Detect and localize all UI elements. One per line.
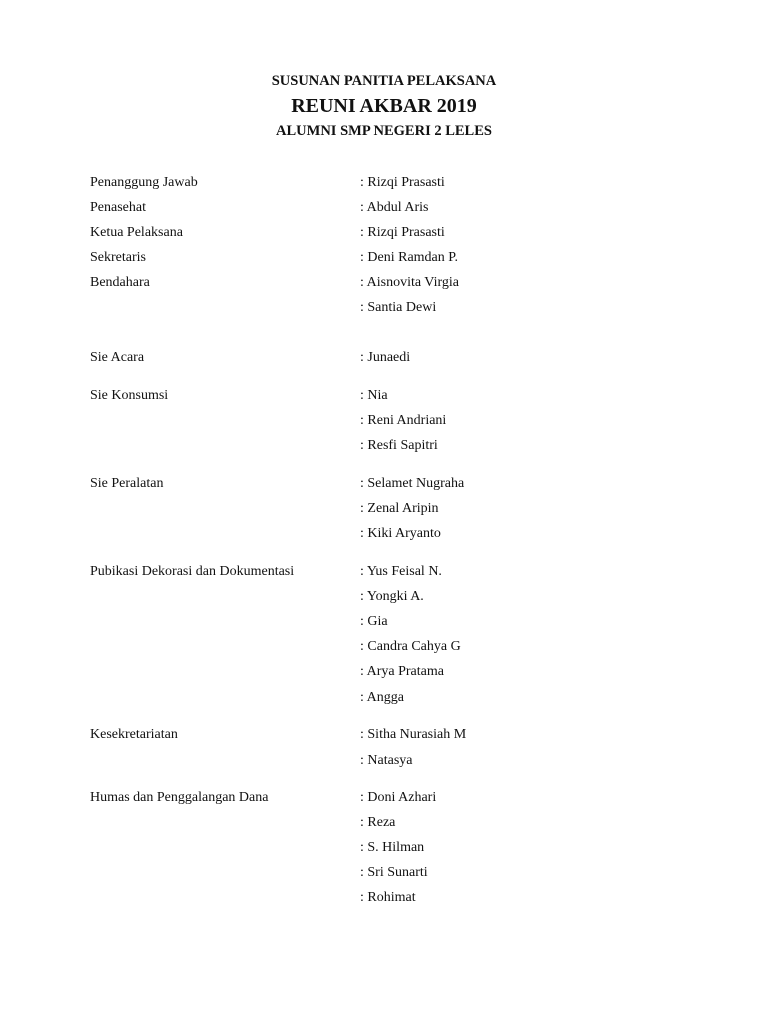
committee-row	[0, 662, 768, 682]
document-subtitle: ALUMNI SMP NEGERI 2 LELES	[276, 123, 492, 139]
committee-row	[0, 562, 768, 582]
member-name: : Rizqi Prasasti	[360, 225, 445, 240]
member-name: : Gia	[360, 614, 388, 629]
member-name: : Junaedi	[360, 350, 411, 365]
committee-row	[0, 688, 768, 708]
committee-row	[0, 888, 768, 908]
committee-row	[0, 436, 768, 456]
committee-row	[0, 612, 768, 632]
committee-row	[0, 637, 768, 657]
role-label: Ketua Pelaksana	[90, 225, 183, 240]
role-label: Humas dan Penggalangan Dana	[90, 790, 269, 805]
member-name: : Sitha Nurasiah M	[360, 727, 467, 742]
committee-row	[0, 863, 768, 883]
member-name: : Zenal Aripin	[360, 501, 439, 516]
role-label: Penasehat	[90, 200, 146, 215]
member-name: : Reza	[360, 815, 396, 830]
member-name: : Kiki Aryanto	[360, 526, 441, 541]
member-name: : Sri Sunarti	[360, 865, 428, 880]
committee-row	[0, 173, 768, 193]
committee-row	[0, 499, 768, 519]
committee-row	[0, 524, 768, 544]
committee-row	[0, 386, 768, 406]
member-name: : S. Hilman	[360, 840, 425, 855]
committee-row	[0, 298, 768, 318]
member-name: : Arya Pratama	[360, 664, 444, 679]
role-label: Sie Acara	[90, 350, 145, 365]
member-name: : Santia Dewi	[360, 300, 437, 315]
document-heading: SUSUNAN PANITIA PELAKSANA	[271, 73, 497, 89]
committee-row	[0, 198, 768, 218]
member-name: : Aisnovita Virgia	[360, 275, 459, 290]
committee-row	[0, 248, 768, 268]
committee-row	[0, 725, 768, 745]
role-label: Sie Peralatan	[90, 476, 164, 491]
document-title: REUNI AKBAR 2019	[291, 95, 477, 117]
committee-row	[0, 788, 768, 808]
role-label: Bendahara	[90, 275, 150, 290]
role-label: Penanggung Jawab	[90, 175, 198, 190]
committee-row	[0, 474, 768, 494]
committee-row	[0, 813, 768, 833]
member-name: : Natasya	[360, 753, 413, 768]
role-label: Sie Konsumsi	[90, 388, 169, 403]
member-name: : Deni Ramdan P.	[360, 250, 458, 265]
member-name: : Reni Andriani	[360, 413, 447, 428]
member-name: : Nia	[360, 388, 388, 403]
member-name: : Doni Azhari	[360, 790, 437, 805]
committee-row	[0, 273, 768, 293]
member-name: : Abdul Aris	[360, 200, 429, 215]
member-name: : Selamet Nugraha	[360, 476, 465, 491]
committee-row	[0, 348, 768, 368]
committee-row	[0, 838, 768, 858]
committee-row	[0, 411, 768, 431]
member-name: : Yongki A.	[360, 589, 424, 604]
committee-row	[0, 223, 768, 243]
role-label: Sekretaris	[90, 250, 146, 265]
committee-row	[0, 751, 768, 771]
member-name: : Rizqi Prasasti	[360, 175, 445, 190]
member-name: : Yus Feisal N.	[360, 564, 442, 579]
role-label: Kesekretariatan	[90, 727, 178, 742]
member-name: : Resfi Sapitri	[360, 438, 438, 453]
role-label: Pubikasi Dekorasi dan Dokumentasi	[90, 564, 295, 579]
committee-row	[0, 587, 768, 607]
member-name: : Angga	[360, 690, 404, 705]
member-name: : Rohimat	[360, 890, 416, 905]
member-name: : Candra Cahya G	[360, 639, 461, 654]
